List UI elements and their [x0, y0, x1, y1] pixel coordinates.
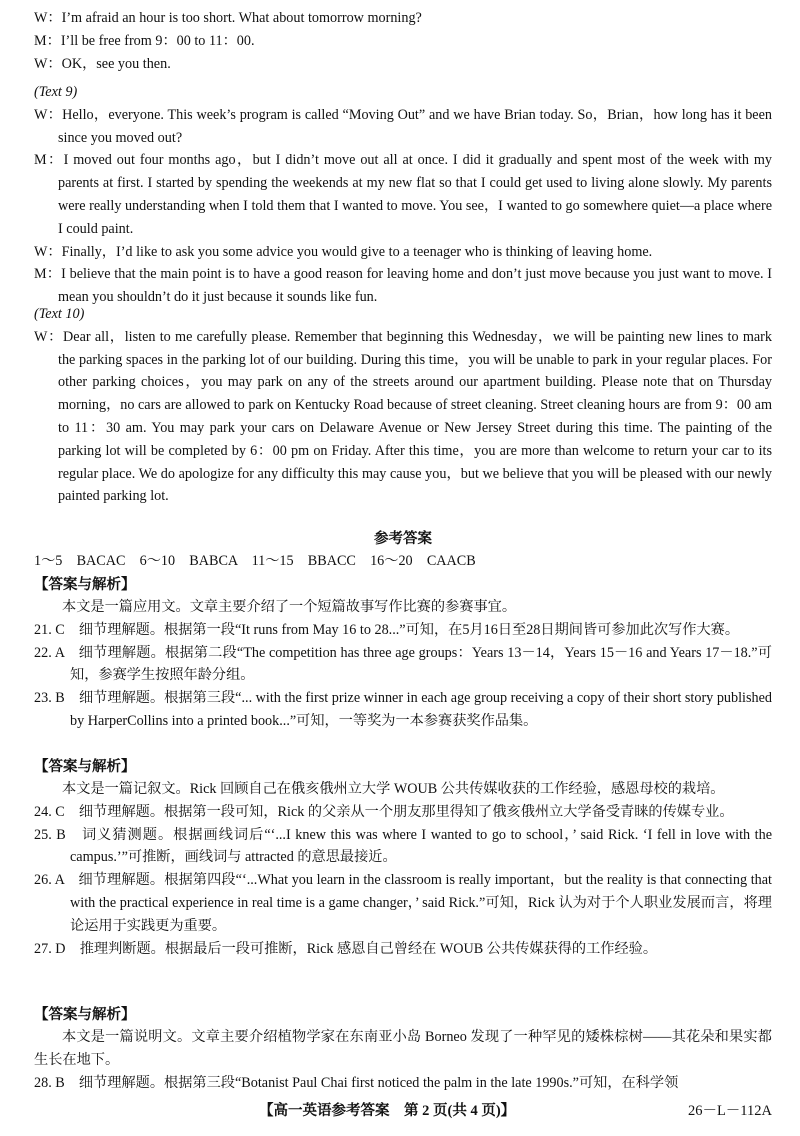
dialogue-text: Dear all，listen to me carefully please. Remember that beginning this Wednesday，we will be painting new lines to mark the parking spaces in the parking lot of our building. During this time，you will be unable to park in your regular places. For other parking choices，you may park on any of the streets around our apartment building. Please note that on Thursday morning，no cars are allowed to park on Kentucky Road because of street cleaning. Street cleaning hours are from 9：00 am to 11：30 am. You may park your cars on Delaware Avenue or New Jersey Street during this time. The painting of the parking lot will be completed by 6：00 pm on Friday. After this time，you are more than welcome to return your car to its regular place. We do apologize for any difficulty this may cause you，but we believe that you will be pleased with our newly painted parking lot. — [58, 328, 772, 505]
speaker-label: M： — [34, 266, 62, 283]
dialogue-text: I moved out four months ago，but I didn’t move out all at once. I did it gradually and spent most of the week with my parents at first. I started by spending the weekends at my new flat so that I could get used to living alone slowly. My parents were really understanding when I told them that I wanted to move. You see，I wanted to go somewhere quiet—a place where I could paint. — [58, 152, 772, 237]
text10-label: (Text 10) — [34, 306, 85, 322]
explanation-item: 24. C 细节理解题。根据第一段可知，Rick 的父亲从一个朋友那里得知了俄亥俄州立大学备受青睐的传媒专业。 — [34, 803, 734, 820]
speaker-label: M： — [34, 152, 64, 169]
passage-summary: 本文是一篇记叙文。Rick 回顾自己在俄亥俄州立大学 WOUB 公共传媒收获的工作经验，感恩母校的栽培。 — [62, 781, 725, 797]
dialogue-text: Finally，I’d like to ask you some advice you would give to a teenager who is thinking of leaving home. — [61, 243, 653, 260]
footer-title: 【高一英语参考答案 第 2 页(共 4 页)】 — [259, 1103, 516, 1119]
dialogue-line — [34, 241, 772, 264]
dialogue-line — [34, 30, 772, 53]
dialogue-text: OK，see you then. — [61, 55, 171, 72]
speaker-label: W： — [34, 106, 63, 123]
explanation-item: 23. B 细节理解题。根据第三段“... with the first prize winner in each age group receiving a copy of their short story published by HarperCollins into a printed book...”可知，一等奖为一本参赛获奖作品集。 — [34, 690, 772, 729]
explanation-section-3 — [34, 1004, 772, 1094]
dialogue-text: Hello，everyone. This week’s program is called “Moving Out” and we have Brian today. So，Brian，how long has it been since you moved out? — [58, 106, 772, 146]
speaker-label: W： — [34, 243, 62, 260]
text9-label: (Text 9) — [34, 84, 78, 100]
explanation-item: 26. A 细节理解题。根据第四段“‘...What you learn in the classroom is really important，but the reality is that connecting that with the practical experience in real time is a game changer，’ said Rick.”可知，Rick 认为对于个人职业发展而言，将理论运用于实践更为重要。 — [34, 872, 772, 934]
section-header: 【答案与解析】 — [34, 759, 136, 775]
dialogue-line — [34, 104, 772, 150]
page-footer — [34, 1100, 772, 1122]
dialogue-line — [34, 326, 772, 508]
transcript-text10 — [34, 303, 772, 508]
speaker-label: W： — [34, 328, 64, 345]
explanation-item: 22. A 细节理解题。根据第二段“The competition has three age groups：Years 13－14，Years 15－16 and Years 17－18.”可知，参赛学生按照年龄分组。 — [34, 644, 772, 684]
passage-summary: 本文是一篇应用文。文章主要介绍了一个短篇故事写作比赛的参赛事宜。 — [62, 599, 517, 615]
dialogue-line — [34, 7, 772, 30]
footer-code: 26－L－112A — [687, 1103, 772, 1119]
passage-summary: 本文是一篇说明文。文章主要介绍植物学家在东南亚小岛 Borneo 发现了一种罕见的矮株棕树——其花朵和果实都生长在地下。 — [34, 1029, 772, 1068]
dialogue-text: I’m afraid an hour is too short. What about tomorrow morning? — [61, 10, 422, 26]
section-header: 【答案与解析】 — [34, 1007, 136, 1023]
transcript-text9 — [34, 81, 772, 309]
section-header: 【答案与解析】 — [34, 577, 136, 593]
dialogue-text: I believe that the main point is to have a good reason for leaving home and don’t just move because you just want to move. I mean you shouldn’t do it just because it sounds like fun. — [58, 266, 773, 306]
answer-key-line: 1～5 BACAC 6～10 BABCA 11～15 BBACC 16～20 CAACB — [34, 553, 476, 569]
explanation-item: 25. B 词义猜测题。根据画线词后“‘...I knew this was where I wanted to go to school，’ said Rick. ‘I fell in love with the campus.’”可推断，画线词与 attracted 的意思最接近。 — [34, 826, 772, 866]
dialogue-text: I’ll be free from 9：00 to 11：00. — [60, 32, 255, 49]
dialogue-line — [34, 149, 772, 240]
explanation-item: 28. B 细节理解题。根据第三段“Botanist Paul Chai first noticed the palm in the late 1990s.”可知，在科学领 — [34, 1074, 679, 1091]
explanation-section-1 — [34, 574, 772, 733]
speaker-label: W： — [34, 55, 62, 72]
explanation-item: 27. D 推理判断题。根据最后一段可推断，Rick 感恩自己曾经在 WOUB 公共传媒获得的工作经验。 — [34, 940, 658, 957]
explanation-section-2 — [34, 756, 772, 960]
explanation-item: 21. C 细节理解题。根据第一段“It runs from May 16 to 28...”可知，在5月16日至28日期间皆可参加此次写作大赛。 — [34, 621, 740, 638]
answer-key-title: 参考答案 — [374, 531, 432, 547]
dialogue-line — [34, 53, 772, 76]
speaker-label: M： — [34, 32, 61, 49]
speaker-label: W： — [34, 10, 62, 26]
transcript-text8-end — [34, 7, 772, 75]
answer-key-section — [34, 528, 772, 573]
